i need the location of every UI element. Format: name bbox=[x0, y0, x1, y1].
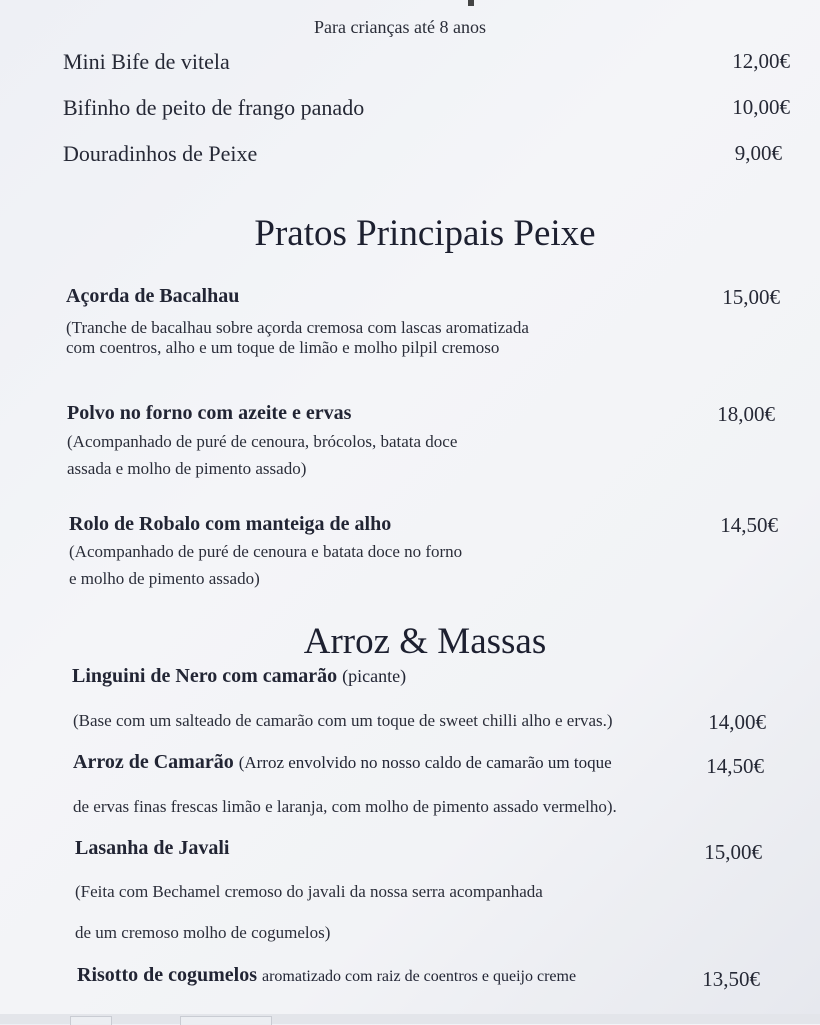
section-title-rice: Arroz & Massas bbox=[303, 621, 547, 662]
dish-name: Rolo de Robalo com manteiga de alho bbox=[69, 513, 392, 535]
dish-price: 15,00€ bbox=[704, 840, 762, 864]
dish-price: 14,50€ bbox=[706, 754, 764, 778]
dish-description: de ervas finas frescas limão e laranja, com molho de pimento assado vermelho). bbox=[73, 797, 617, 816]
dish-description: (Base com um salteado de camarão com um toque de sweet chilli alho e ervas.) bbox=[73, 711, 613, 730]
dish-price: 15,00€ bbox=[722, 285, 780, 309]
dish-description: (Acompanhado de puré de cenoura, brócolos, batata doce bbox=[67, 432, 458, 451]
cut-off-mark bbox=[468, 0, 474, 6]
dish-description: (Feita com Bechamel cremoso do javali da nossa serra acompanhada bbox=[75, 882, 543, 901]
dish-price: 18,00€ bbox=[717, 402, 775, 426]
dish-description: assada e molho de pimento assado) bbox=[67, 459, 307, 478]
dish-name: Polvo no forno com azeite e ervas bbox=[67, 402, 352, 424]
dish-name: Açorda de Bacalhau bbox=[66, 285, 240, 307]
dish-name-main: Risotto de cogumelos bbox=[77, 964, 257, 986]
kids-item-name: Bifinho de peito de frango panado bbox=[63, 95, 365, 120]
kids-item-price: 9,00€ bbox=[734, 141, 782, 165]
dish-description: de um cremoso molho de cogumelos) bbox=[75, 923, 331, 942]
dish-description: (Acompanhado de puré de cenoura e batata doce no forno bbox=[69, 542, 463, 561]
kids-item-name: Douradinhos de Peixe bbox=[63, 141, 258, 166]
dish-description: e molho de pimento assado) bbox=[69, 569, 260, 588]
dish-name-note: (picante) bbox=[342, 666, 407, 686]
kids-item-price: 12,00€ bbox=[732, 49, 790, 73]
dish-name bbox=[73, 751, 612, 774]
dish-description-inline: aromatizado com raiz de coentros e queijo creme bbox=[261, 968, 577, 985]
dish-description-inline: (Arroz envolvido no nosso caldo de camarão um toque bbox=[238, 753, 612, 772]
kids-subtitle: Para crianças até 8 anos bbox=[314, 17, 486, 37]
dish-name-main: Arroz de Camarão bbox=[73, 751, 234, 773]
dish-description: (Tranche de bacalhau sobre açorda cremosa com lascas aromatizada bbox=[66, 318, 529, 337]
screen-bottom-edge bbox=[0, 1014, 820, 1024]
dish-name: Lasanha de Javali bbox=[75, 837, 230, 859]
section-title-fish: Pratos Principais Peixe bbox=[254, 213, 596, 254]
dish-price: 13,50€ bbox=[702, 967, 760, 991]
dish-price: 14,50€ bbox=[720, 513, 778, 537]
dish-name bbox=[72, 665, 406, 688]
kids-item-price: 10,00€ bbox=[732, 95, 790, 119]
dish-name bbox=[77, 964, 576, 987]
dish-description: com coentros, alho e um toque de limão e molho pilpil cremoso bbox=[66, 338, 500, 357]
kids-item-name: Mini Bife de vitela bbox=[63, 49, 230, 74]
dish-price: 14,00€ bbox=[708, 710, 766, 734]
dish-name-main: Linguini de Nero com camarão bbox=[72, 665, 338, 687]
